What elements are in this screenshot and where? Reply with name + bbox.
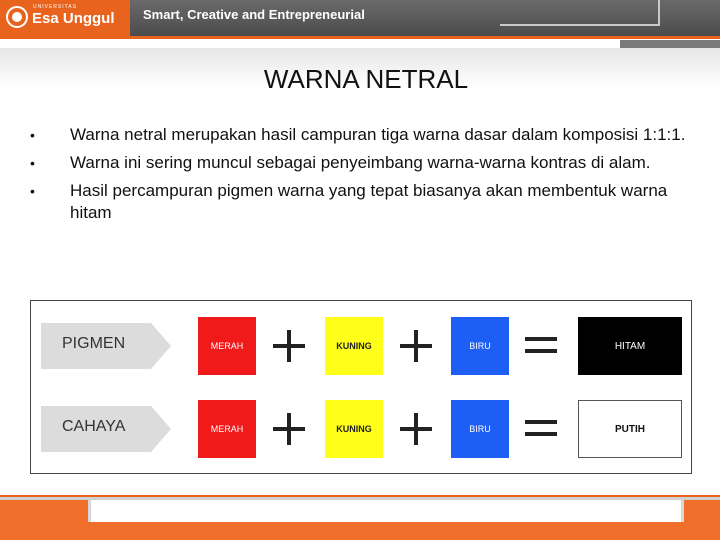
logo-text: Esa Unggul [32,10,115,27]
row-label: PIGMEN [62,335,126,352]
bullet-item [30,180,690,224]
yellow-swatch: KUNING [325,400,383,458]
row-label: CAHAYA [62,418,126,435]
plus-icon [400,330,432,362]
logo-subtitle: UNIVERSITAS [33,4,77,10]
bullet-list [30,124,690,230]
bullet-icon: • [30,127,35,143]
bullet-item [30,152,690,174]
blue-swatch: BIRU [451,400,509,458]
plus-icon [273,330,305,362]
equals-icon [525,420,557,438]
result-swatch-black: HITAM [578,317,682,375]
header-gray-bar [620,40,720,48]
bullet-text: Warna ini sering muncul sebagai penyeimbang warna-warna kontras di alam. [70,153,651,172]
plus-icon [273,413,305,445]
light-row [31,400,693,460]
logo-emblem-icon [6,6,28,28]
plus-icon [400,413,432,445]
red-swatch: MERAH [198,317,256,375]
footer-panel [88,500,684,522]
header-frame-decoration [500,0,660,26]
yellow-swatch: KUNING [325,317,383,375]
red-swatch: MERAH [198,400,256,458]
bullet-icon: • [30,155,35,171]
bullet-text: Warna netral merupakan hasil campuran tiga warna dasar dalam komposisi 1:1:1. [70,125,686,144]
bullet-icon: • [30,183,35,199]
university-logo [0,0,130,36]
header-accent-line [0,36,720,39]
color-mixing-diagram [30,300,692,474]
pigment-row [31,317,693,377]
result-swatch-white: PUTIH [578,400,682,458]
slide-title: WARNA NETRAL [263,64,469,94]
bullet-item [30,124,690,146]
bullet-text: Hasil percampuran pigmen warna yang tepat biasanya akan membentuk warna hitam [70,181,668,222]
header-tagline: Smart, Creative and Entrepreneurial [143,7,365,22]
equals-icon [525,337,557,355]
blue-swatch: BIRU [451,317,509,375]
